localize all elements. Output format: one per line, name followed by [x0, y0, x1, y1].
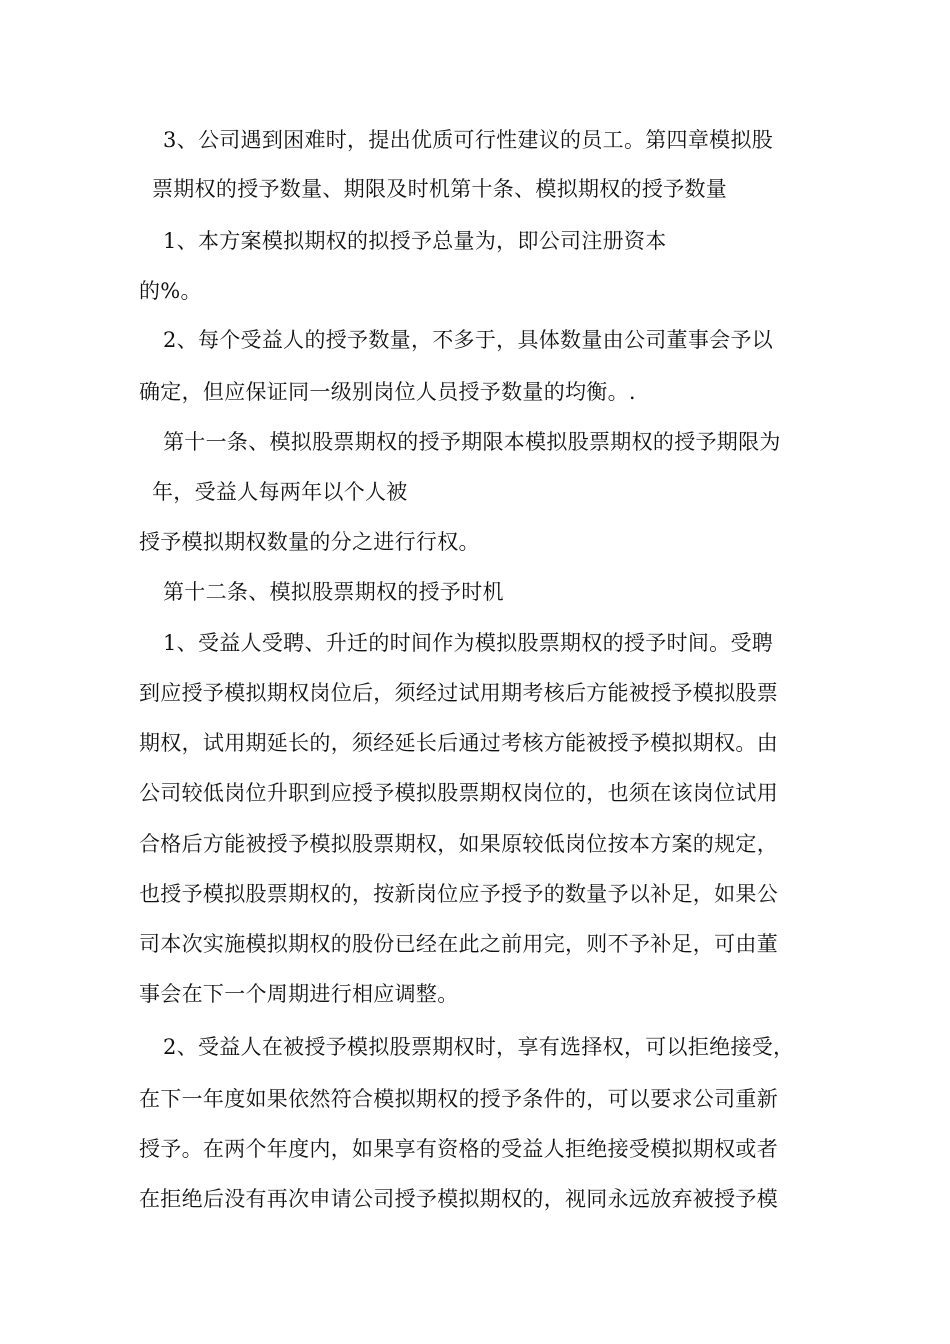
text-line: 确定，但应保证同一级别岗位人员授予数量的均衡。.	[139, 380, 636, 404]
text-line: 授予。在两个年度内，如果享有资格的受益人拒绝接受模拟期权或者	[139, 1137, 778, 1161]
text-line: 1、本方案模拟期权的拟授予总量为，即公司注册资本	[163, 229, 667, 253]
text-line: 期权，试用期延长的，须经延长后通过考核方能被授予模拟期权。由	[139, 731, 778, 755]
text-line: 2、受益人在被授予模拟股票期权时，享有选择权，可以拒绝接受，	[163, 1035, 795, 1059]
text-line: 1、受益人受聘、升迁的时间作为模拟股票期权的授予时间。受聘	[163, 631, 774, 655]
text-line: 事会在下一个周期进行相应调整。	[139, 982, 459, 1006]
text-line: 在拒绝后没有再次申请公司授予模拟期权的，视同永远放弃被授予模	[139, 1187, 778, 1211]
text-line: 的%。	[139, 279, 202, 303]
text-line: 年，受益人每两年以个人被	[152, 480, 408, 504]
text-line: 第十一条、模拟股票期权的授予期限本模拟股票期权的授予期限为	[163, 430, 781, 454]
text-line: 票期权的授予数量、期限及时机第十条、模拟期权的授予数量	[152, 177, 728, 201]
text-line: 公司较低岗位升职到应授予模拟股票期权岗位的，也须在该岗位试用	[139, 781, 778, 805]
text-line: 在下一年度如果依然符合模拟期权的授予条件的，可以要求公司重新	[139, 1087, 778, 1111]
text-line: 3、公司遇到困难时，提出优质可行性建议的员工。第四章模拟股	[163, 128, 774, 152]
text-line: 2、每个受益人的授予数量，不多于，具体数量由公司董事会予以	[163, 328, 774, 352]
text-line: 司本次实施模拟期权的股份已经在此之前用完，则不予补足，可由董	[139, 932, 778, 956]
text-line: 合格后方能被授予模拟股票期权，如果原较低岗位按本方案的规定，	[139, 832, 778, 856]
text-line: 也授予模拟股票期权的，按新岗位应予授予的数量予以补足，如果公	[139, 882, 778, 906]
text-line: 授予模拟期权数量的分之进行行权。	[139, 530, 480, 554]
section-heading: 第十二条、模拟股票期权的授予时机	[163, 580, 504, 604]
text-line: 到应授予模拟期权岗位后，须经过试用期考核后方能被授予模拟股票	[139, 681, 778, 705]
